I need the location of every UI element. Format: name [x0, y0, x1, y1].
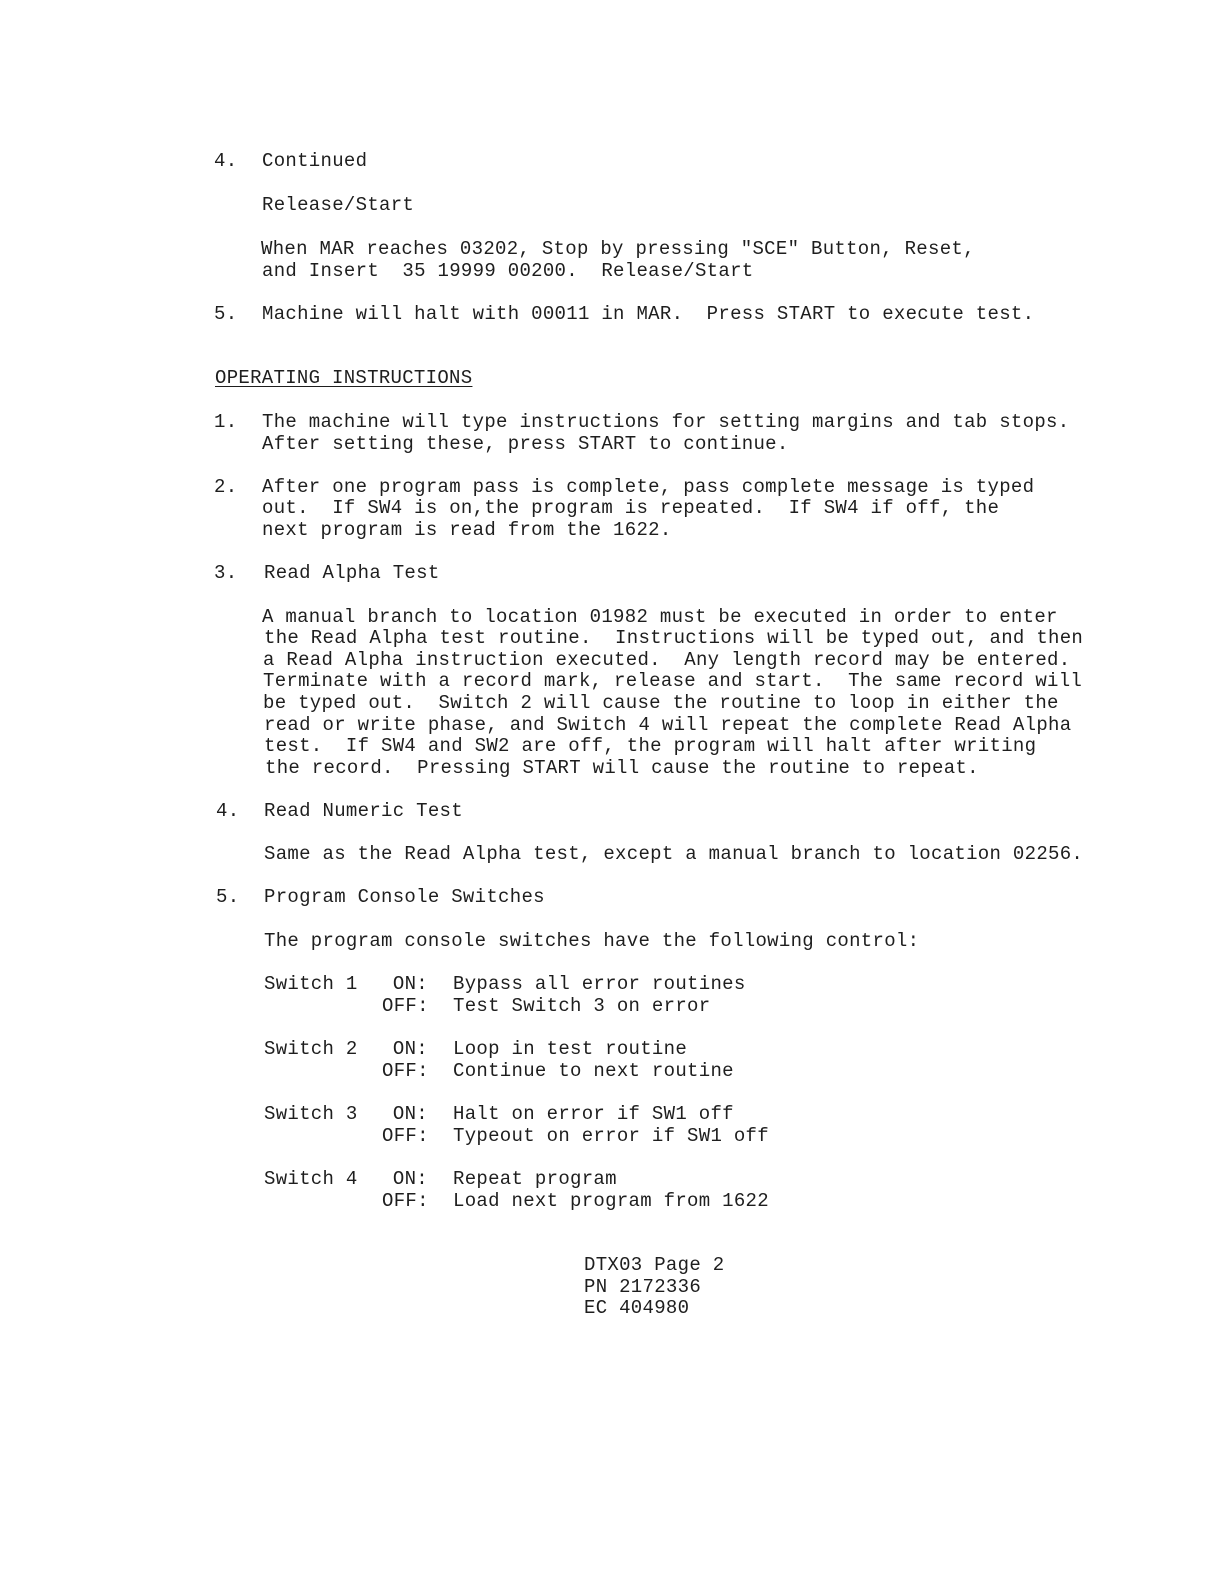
item-number: 2.: [214, 476, 238, 498]
switch-on-label: ON:: [392, 973, 428, 995]
paragraph-line: Same as the Read Alpha test, except a manual branch to location 02256.: [264, 843, 1084, 865]
paragraph-line: the Read Alpha test routine. Instructions will be typed out, and then: [264, 627, 1084, 649]
switch-on-label: ON:: [392, 1103, 428, 1125]
item-number: 3.: [214, 562, 238, 584]
switch-off-label: OFF:: [382, 1190, 429, 1212]
item-title: Read Alpha Test: [264, 562, 440, 584]
switch-on-desc: Repeat program: [453, 1168, 617, 1190]
switch-off-desc: Typeout on error if SW1 off: [453, 1125, 769, 1147]
release-start-text: Release/Start: [262, 194, 415, 216]
paragraph-line: a Read Alpha instruction executed. Any length record may be entered.: [263, 649, 1071, 671]
item-title: Read Numeric Test: [264, 800, 463, 822]
switch-off-desc: Continue to next routine: [453, 1060, 734, 1082]
switch-off-desc: Test Switch 3 on error: [453, 995, 711, 1017]
switch-on-label: ON:: [392, 1038, 428, 1060]
paragraph-line: After setting these, press START to continue.: [262, 433, 789, 455]
footer-ec-number: EC 404980: [584, 1297, 690, 1319]
switch-off-desc: Load next program from 1622: [453, 1190, 769, 1212]
item-number: 4.: [214, 150, 238, 172]
footer-part-number: PN 2172336: [584, 1276, 702, 1298]
paragraph-line: After one program pass is complete, pass complete message is typed: [262, 476, 1035, 498]
switch-on-desc: Bypass all error routines: [453, 973, 746, 995]
paragraph-line: The program console switches have the following control:: [264, 930, 920, 952]
paragraph-line: When MAR reaches 03202, Stop by pressing "SCE" Button, Reset,: [261, 238, 975, 260]
paragraph-line: test. If SW4 and SW2 are off, the program will halt after writing: [264, 735, 1037, 757]
switch-name: Switch 1: [264, 973, 358, 995]
switch-off-label: OFF:: [382, 1125, 429, 1147]
switch-off-label: OFF:: [382, 995, 429, 1017]
paragraph-line: read or write phase, and Switch 4 will repeat the complete Read Alpha: [264, 714, 1072, 736]
paragraph-line: be typed out. Switch 2 will cause the routine to loop in either the: [263, 692, 1059, 714]
switch-name: Switch 2: [264, 1038, 358, 1060]
switch-off-label: OFF:: [382, 1060, 429, 1082]
paragraph-line: The machine will type instructions for setting margins and tab stops.: [262, 411, 1070, 433]
switch-name: Switch 4: [264, 1168, 358, 1190]
switch-on-desc: Loop in test routine: [453, 1038, 688, 1060]
switch-name: Switch 3: [264, 1103, 358, 1125]
switch-on-desc: Halt on error if SW1 off: [453, 1103, 734, 1125]
paragraph-line: Machine will halt with 00011 in MAR. Press START to execute test.: [262, 303, 1035, 325]
section-heading: OPERATING INSTRUCTIONS: [215, 367, 473, 389]
item-number: 5.: [214, 303, 238, 325]
paragraph-line: the record. Pressing START will cause the routine to repeat.: [265, 757, 979, 779]
item-title: Continued: [262, 150, 368, 172]
item-number: 5.: [216, 886, 240, 908]
footer-page: DTX03 Page 2: [584, 1254, 725, 1276]
switch-on-label: ON:: [392, 1168, 428, 1190]
paragraph-line: Terminate with a record mark, release and start. The same record will: [263, 670, 1083, 692]
paragraph-line: A manual branch to location 01982 must be executed in order to enter: [262, 606, 1058, 628]
item-number: 1.: [214, 411, 238, 433]
paragraph-line: next program is read from the 1622.: [262, 519, 672, 541]
paragraph-line: and Insert 35 19999 00200. Release/Start: [262, 260, 754, 282]
item-number: 4.: [216, 800, 240, 822]
item-title: Program Console Switches: [264, 886, 545, 908]
paragraph-line: out. If SW4 is on,the program is repeated. If SW4 if off, the: [262, 497, 1000, 519]
